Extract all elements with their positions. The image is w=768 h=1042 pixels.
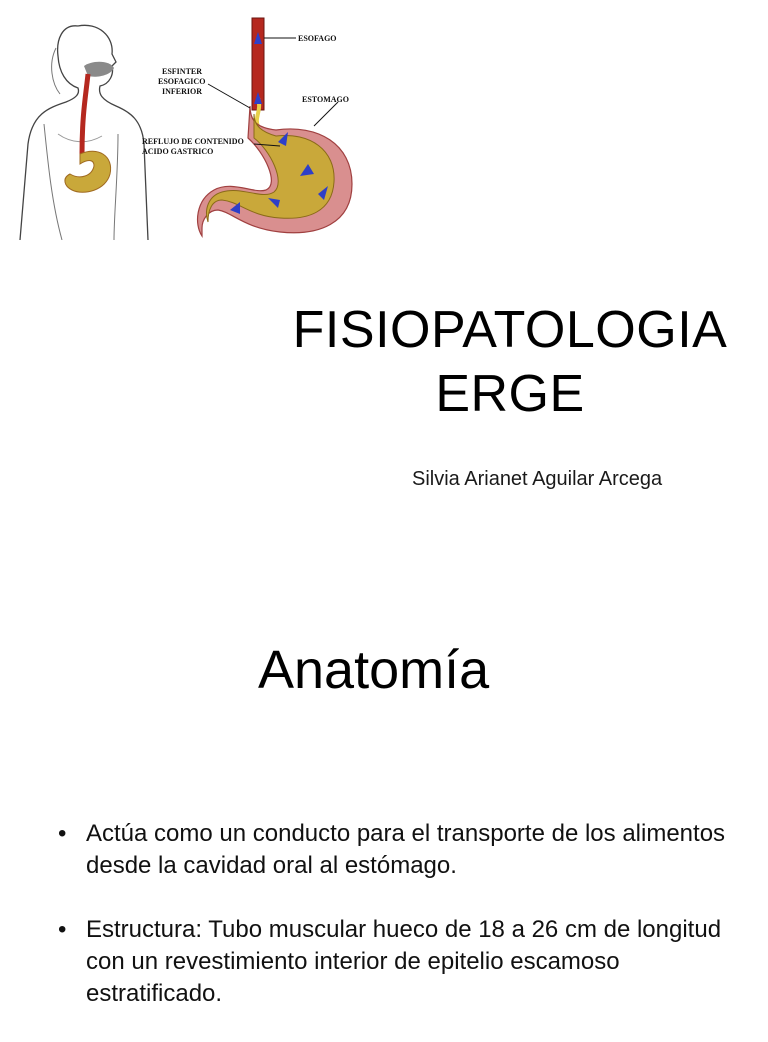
bullet-list <box>58 818 738 1042</box>
label-esfinter-2: ESOFAGICO <box>158 77 206 86</box>
anatomy-slide <box>0 560 768 1024</box>
bullet-item: • Estructura: Tubo muscular hueco de 18 a 26 cm de longitud con un revestimiento interior de epitelio escamoso estratificado. <box>58 914 738 1010</box>
bullet-item: • Actúa como un conducto para el transporte de los alimentos desde la cavidad oral al estómago. <box>58 818 738 882</box>
label-reflujo-2: ACIDO GASTRICO <box>142 147 214 156</box>
slide-heading: Anatomía <box>258 640 490 700</box>
gerd-illustration <box>18 14 358 240</box>
body-stomach-icon <box>65 151 111 192</box>
title-line-2: ERGE <box>435 365 585 423</box>
label-reflujo-1: REFLUJO DE CONTENIDO <box>142 137 244 146</box>
label-esfinter-3: INFERIOR <box>162 87 203 96</box>
presentation-title <box>260 298 760 426</box>
label-esfinter-1: ESFINTER <box>162 67 203 76</box>
gerd-diagram-svg <box>18 14 358 240</box>
label-esofago: ESOFAGO <box>298 34 337 43</box>
label-estomago: ESTOMAGO <box>302 95 349 104</box>
author-name: Silvia Arianet Aguilar Arcega <box>412 468 663 490</box>
title-line-1: FISIOPATOLOGIA <box>292 301 728 359</box>
